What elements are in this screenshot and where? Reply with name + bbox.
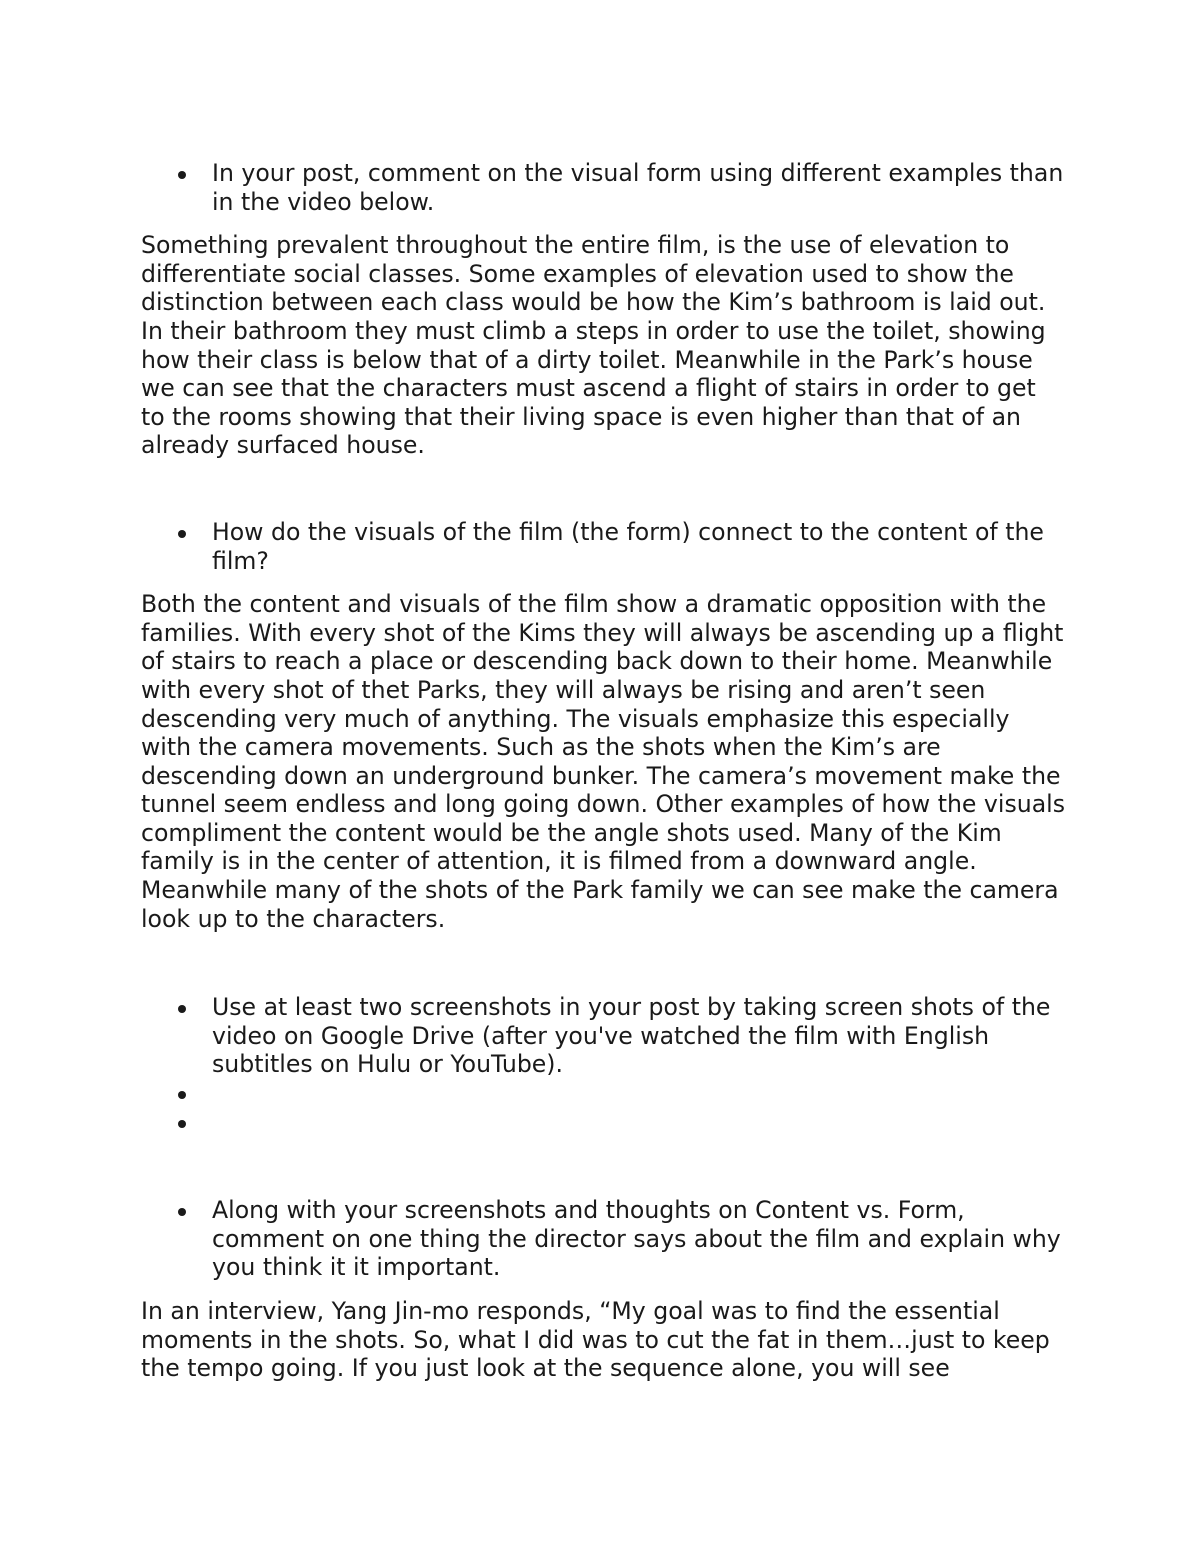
bullet-text: Along with your screenshots and thoughts on Content vs. Form, comment on one thing the director says about the film and explain why you think it it important. xyxy=(212,1196,1061,1282)
list-item xyxy=(141,1079,1066,1108)
bullet-list-2 xyxy=(141,518,1066,575)
bullet-text: Use at least two screenshots in your post by taking screen shots of the video on Google Drive (after you've watched the film with English subtitles on Hulu or YouTube). xyxy=(212,993,1051,1079)
list-item xyxy=(141,1196,1066,1282)
bullet-text: In your post, comment on the visual form using different examples than in the video below. xyxy=(212,159,1064,216)
bullet-icon xyxy=(178,171,186,179)
bullet-icon xyxy=(178,1005,186,1013)
paragraph: In an interview, Yang Jin-mo responds, “My goal was to find the essential moments in the shots. So, what I did was to cut the fat in them…just to keep the tempo going. If you just look at the sequence alone, you will see xyxy=(141,1297,1050,1383)
bullet-text: How do the visuals of the film (the form) connect to the content of the film? xyxy=(212,517,1044,575)
list-item xyxy=(141,159,1066,216)
bullet-icon xyxy=(178,530,186,538)
paragraph: Both the content and visuals of the film show a dramatic opposition with the families. With every shot of the Kims they will always be ascending up a flight of stairs to reach a place or descending back down to their home. Meanwhile with every shot of thet Parks, they will always be rising and aren’t seen descending very much of anything. The visuals emphasize this especially with the camera movements. Such as the shots when the Kim’s are descending down an underground bunker. The camera’s movement make the tunnel seem endless and long going down. Other examples of how the visuals compliment the content would be the angle shots used. Many of the Kim family is in the center of attention, it is filmed from a downward angle. Meanwhile many of the shots of the Park family we can see make the camera look up to the characters. xyxy=(141,590,1066,933)
paragraph: Something prevalent throughout the entire film, is the use of elevation to differentiate social classes. Some examples of elevation used to show the distinction between each class would be how the Kim’s bathroom is laid out. In their bathroom they must climb a steps in order to use the toilet, showing how their class is below that of a dirty toilet. Meanwhile in the Park’s house we can see that the characters must ascend a flight of stairs in order to get to the rooms showing that their living space is even higher than that of an already surfaced house. xyxy=(141,231,1046,460)
document-body xyxy=(141,159,1066,1383)
list-item xyxy=(141,993,1066,1079)
bullet-icon xyxy=(178,1208,186,1216)
bullet-icon xyxy=(178,1091,186,1099)
bullet-list-3 xyxy=(141,993,1066,1136)
list-item xyxy=(141,1108,1066,1137)
bullet-list-4 xyxy=(141,1196,1066,1282)
bullet-icon xyxy=(178,1120,186,1128)
bullet-list-1 xyxy=(141,159,1066,216)
list-item xyxy=(141,518,1066,575)
